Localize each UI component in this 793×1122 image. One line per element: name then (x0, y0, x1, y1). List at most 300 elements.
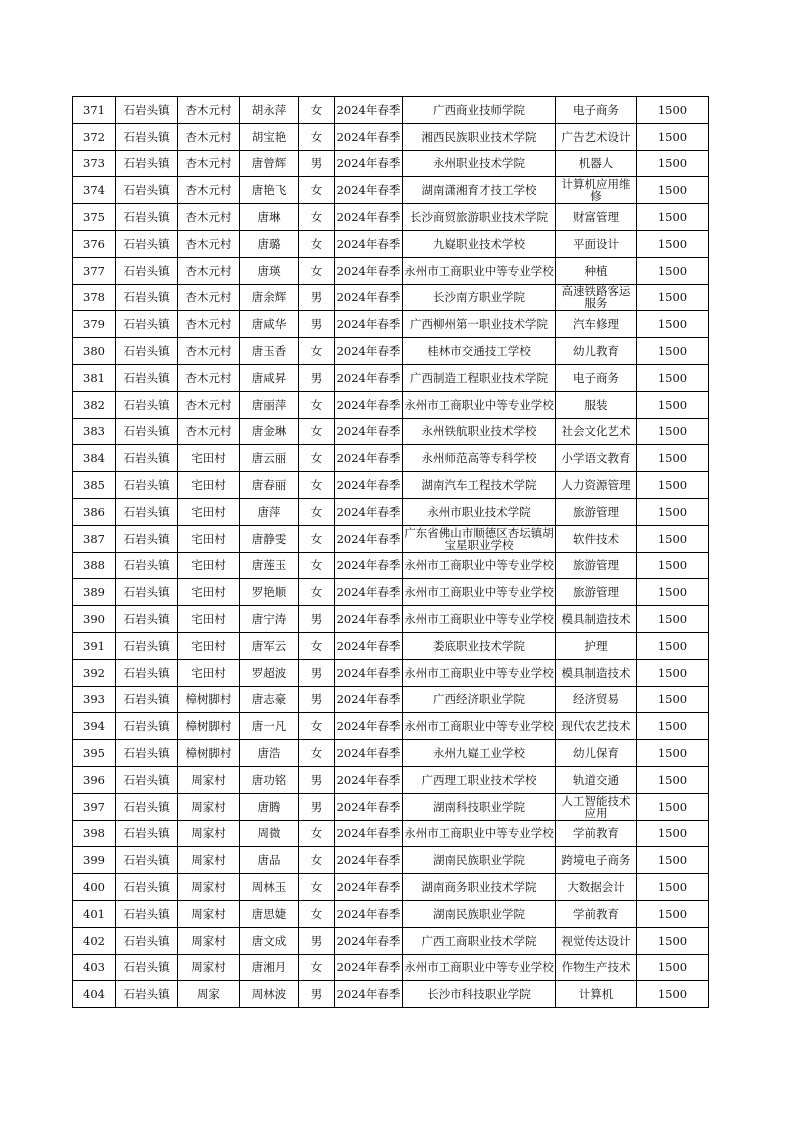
row-number-cell: 379 (73, 311, 116, 338)
gender-cell: 女 (299, 874, 335, 901)
major-cell (556, 954, 637, 981)
student-name-cell: 唐思婕 (240, 900, 299, 927)
table-row (73, 847, 709, 874)
gender-cell: 女 (299, 498, 335, 525)
student-name-cell: 唐宁涛 (240, 606, 299, 633)
major-cell (556, 927, 637, 954)
major-text: 幼儿教育 (573, 345, 619, 358)
student-name-cell: 唐咸华 (240, 311, 299, 338)
amount-cell: 1500 (637, 257, 709, 284)
village-cell: 宅田村 (178, 632, 240, 659)
school-cell (403, 927, 556, 954)
major-cell (556, 525, 637, 552)
table-row (73, 579, 709, 606)
gender-cell: 女 (299, 713, 335, 740)
gender-cell: 女 (299, 257, 335, 284)
school-text: 湖南科技职业学院 (433, 800, 525, 813)
school-cell (403, 659, 556, 686)
row-number-cell: 381 (73, 364, 116, 391)
amount-cell: 1500 (637, 900, 709, 927)
school-cell (403, 686, 556, 713)
student-name-cell: 周林波 (240, 981, 299, 1008)
town-cell: 石岩头镇 (116, 686, 178, 713)
table-row (73, 659, 709, 686)
school-cell (403, 606, 556, 633)
student-name-cell: 周微 (240, 820, 299, 847)
table-row (73, 606, 709, 633)
row-number-cell: 384 (73, 445, 116, 472)
village-cell: 周家村 (178, 766, 240, 793)
student-name-cell: 唐品 (240, 847, 299, 874)
school-cell (403, 177, 556, 204)
table-row (73, 230, 709, 257)
school-cell (403, 579, 556, 606)
gender-cell: 女 (299, 847, 335, 874)
major-cell (556, 472, 637, 499)
semester-cell: 2024年春季 (335, 391, 403, 418)
semester-cell: 2024年春季 (335, 552, 403, 579)
table-row (73, 123, 709, 150)
school-text: 永州市工商职业中等专业学校 (404, 613, 554, 626)
school-text: 永州职业技术学院 (433, 157, 525, 170)
major-text: 经济贸易 (573, 693, 619, 706)
amount-cell: 1500 (637, 606, 709, 633)
village-cell: 杏木元村 (178, 204, 240, 231)
village-cell: 杏木元村 (178, 257, 240, 284)
school-text: 长沙南方职业学院 (433, 291, 525, 304)
school-text: 广西商业技师学院 (433, 103, 525, 116)
school-cell (403, 204, 556, 231)
semester-cell: 2024年春季 (335, 713, 403, 740)
major-text: 模具制造技术 (561, 666, 631, 679)
major-text: 电子商务 (573, 371, 619, 384)
town-cell: 石岩头镇 (116, 445, 178, 472)
semester-cell: 2024年春季 (335, 579, 403, 606)
semester-cell: 2024年春季 (335, 927, 403, 954)
major-cell (556, 445, 637, 472)
village-cell: 杏木元村 (178, 177, 240, 204)
amount-cell: 1500 (637, 177, 709, 204)
town-cell: 石岩头镇 (116, 954, 178, 981)
student-name-cell: 唐莲玉 (240, 552, 299, 579)
village-cell: 周家村 (178, 793, 240, 820)
row-number-cell: 378 (73, 284, 116, 311)
school-text: 广西经济职业学院 (433, 693, 525, 706)
major-cell (556, 847, 637, 874)
town-cell: 石岩头镇 (116, 230, 178, 257)
amount-cell: 1500 (637, 391, 709, 418)
gender-cell: 女 (299, 177, 335, 204)
table-row (73, 204, 709, 231)
major-cell (556, 391, 637, 418)
school-text: 永州市工商职业中等专业学校 (404, 398, 554, 411)
student-name-cell: 唐一凡 (240, 713, 299, 740)
gender-cell: 女 (299, 391, 335, 418)
amount-cell: 1500 (637, 338, 709, 365)
major-cell (556, 123, 637, 150)
major-text: 轨道交通 (573, 773, 619, 786)
major-text: 计算机 (578, 988, 614, 1001)
school-text: 湖南汽车工程技术学院 (421, 479, 537, 492)
semester-cell: 2024年春季 (335, 632, 403, 659)
village-cell: 宅田村 (178, 498, 240, 525)
semester-cell: 2024年春季 (335, 954, 403, 981)
table-row (73, 364, 709, 391)
town-cell: 石岩头镇 (116, 150, 178, 177)
town-cell: 石岩头镇 (116, 766, 178, 793)
school-cell (403, 230, 556, 257)
major-text: 学前教育 (573, 827, 619, 840)
gender-cell: 女 (299, 820, 335, 847)
town-cell: 石岩头镇 (116, 847, 178, 874)
school-cell (403, 284, 556, 311)
major-cell (556, 257, 637, 284)
gender-cell: 男 (299, 686, 335, 713)
major-cell (556, 659, 637, 686)
semester-cell: 2024年春季 (335, 525, 403, 552)
table-row (73, 150, 709, 177)
school-cell (403, 954, 556, 981)
gender-cell: 男 (299, 284, 335, 311)
school-text: 永州市工商职业中等专业学校 (404, 559, 554, 572)
student-name-cell: 唐萍 (240, 498, 299, 525)
amount-cell: 1500 (637, 713, 709, 740)
row-number-cell: 389 (73, 579, 116, 606)
school-cell (403, 820, 556, 847)
town-cell: 石岩头镇 (116, 525, 178, 552)
student-name-cell: 唐文成 (240, 927, 299, 954)
gender-cell: 女 (299, 230, 335, 257)
row-number-cell: 376 (73, 230, 116, 257)
school-text: 永州市职业技术学院 (427, 505, 531, 518)
table-row (73, 954, 709, 981)
table-row (73, 338, 709, 365)
amount-cell: 1500 (637, 820, 709, 847)
row-number-cell: 382 (73, 391, 116, 418)
student-name-cell: 唐静雯 (240, 525, 299, 552)
major-text: 汽车修理 (573, 318, 619, 331)
row-number-cell: 390 (73, 606, 116, 633)
village-cell: 宅田村 (178, 606, 240, 633)
student-name-cell: 唐军云 (240, 632, 299, 659)
gender-cell: 女 (299, 204, 335, 231)
gender-cell: 男 (299, 311, 335, 338)
town-cell: 石岩头镇 (116, 874, 178, 901)
row-number-cell: 402 (73, 927, 116, 954)
table-row (73, 981, 709, 1008)
semester-cell: 2024年春季 (335, 338, 403, 365)
town-cell: 石岩头镇 (116, 338, 178, 365)
major-text: 视觉传达设计 (561, 934, 631, 947)
student-name-cell: 胡宝艳 (240, 123, 299, 150)
major-cell (556, 579, 637, 606)
table-row (73, 927, 709, 954)
major-cell (556, 874, 637, 901)
table-row (73, 418, 709, 445)
amount-cell: 1500 (637, 472, 709, 499)
major-text: 人工智能技术应用 (561, 794, 631, 819)
town-cell: 石岩头镇 (116, 123, 178, 150)
school-cell (403, 364, 556, 391)
semester-cell: 2024年春季 (335, 686, 403, 713)
school-text: 娄底职业技术学院 (433, 639, 525, 652)
school-cell (403, 123, 556, 150)
major-cell (556, 284, 637, 311)
town-cell: 石岩头镇 (116, 632, 178, 659)
school-cell (403, 418, 556, 445)
major-text: 种植 (584, 264, 608, 277)
student-name-cell: 唐瑛 (240, 257, 299, 284)
major-cell (556, 364, 637, 391)
school-text: 桂林市交通技工学校 (427, 345, 531, 358)
village-cell: 宅田村 (178, 579, 240, 606)
amount-cell: 1500 (637, 418, 709, 445)
table-row (73, 472, 709, 499)
gender-cell: 女 (299, 445, 335, 472)
row-number-cell: 397 (73, 793, 116, 820)
town-cell: 石岩头镇 (116, 498, 178, 525)
gender-cell: 男 (299, 793, 335, 820)
gender-cell: 男 (299, 659, 335, 686)
semester-cell: 2024年春季 (335, 981, 403, 1008)
village-cell: 杏木元村 (178, 364, 240, 391)
school-cell (403, 257, 556, 284)
amount-cell: 1500 (637, 204, 709, 231)
student-subsidy-table (72, 96, 709, 1008)
village-cell: 周家村 (178, 954, 240, 981)
major-cell (556, 740, 637, 767)
student-name-cell: 唐功铭 (240, 766, 299, 793)
village-cell: 樟树脚村 (178, 740, 240, 767)
school-text: 长沙市科技职业学院 (427, 988, 531, 1001)
major-text: 计算机应用维修 (561, 178, 631, 203)
town-cell: 石岩头镇 (116, 204, 178, 231)
gender-cell: 女 (299, 97, 335, 124)
school-cell (403, 713, 556, 740)
major-text: 平面设计 (573, 237, 619, 250)
amount-cell: 1500 (637, 740, 709, 767)
town-cell: 石岩头镇 (116, 981, 178, 1008)
row-number-cell: 391 (73, 632, 116, 659)
semester-cell: 2024年春季 (335, 793, 403, 820)
student-name-cell: 唐浩 (240, 740, 299, 767)
village-cell: 樟树脚村 (178, 686, 240, 713)
table-row (73, 793, 709, 820)
town-cell: 石岩头镇 (116, 97, 178, 124)
major-cell (556, 713, 637, 740)
gender-cell: 女 (299, 472, 335, 499)
amount-cell: 1500 (637, 150, 709, 177)
student-name-cell: 唐琳 (240, 204, 299, 231)
amount-cell: 1500 (637, 632, 709, 659)
semester-cell: 2024年春季 (335, 150, 403, 177)
semester-cell: 2024年春季 (335, 472, 403, 499)
school-cell (403, 472, 556, 499)
school-cell (403, 900, 556, 927)
school-text: 永州市工商职业中等专业学校 (404, 720, 554, 733)
row-number-cell: 396 (73, 766, 116, 793)
amount-cell: 1500 (637, 552, 709, 579)
table-row (73, 740, 709, 767)
town-cell: 石岩头镇 (116, 713, 178, 740)
town-cell: 石岩头镇 (116, 177, 178, 204)
major-text: 作物生产技术 (561, 961, 631, 974)
school-cell (403, 793, 556, 820)
row-number-cell: 375 (73, 204, 116, 231)
school-text: 长沙商贸旅游职业技术学院 (410, 211, 548, 224)
village-cell: 宅田村 (178, 525, 240, 552)
major-cell (556, 552, 637, 579)
table-row (73, 552, 709, 579)
table-row (73, 632, 709, 659)
town-cell: 石岩头镇 (116, 820, 178, 847)
table-row (73, 391, 709, 418)
school-text: 永州师范高等专科学校 (421, 452, 537, 465)
amount-cell: 1500 (637, 230, 709, 257)
table-row (73, 177, 709, 204)
school-cell (403, 150, 556, 177)
major-cell (556, 177, 637, 204)
row-number-cell: 394 (73, 713, 116, 740)
village-cell: 杏木元村 (178, 123, 240, 150)
semester-cell: 2024年春季 (335, 311, 403, 338)
village-cell: 宅田村 (178, 659, 240, 686)
semester-cell: 2024年春季 (335, 284, 403, 311)
student-name-cell: 周林玉 (240, 874, 299, 901)
major-text: 人力资源管理 (561, 479, 631, 492)
row-number-cell: 372 (73, 123, 116, 150)
major-cell (556, 204, 637, 231)
semester-cell: 2024年春季 (335, 766, 403, 793)
table-body (73, 97, 709, 1008)
semester-cell: 2024年春季 (335, 418, 403, 445)
village-cell: 杏木元村 (178, 338, 240, 365)
student-name-cell: 罗超波 (240, 659, 299, 686)
major-cell (556, 686, 637, 713)
row-number-cell: 395 (73, 740, 116, 767)
major-cell (556, 606, 637, 633)
town-cell: 石岩头镇 (116, 284, 178, 311)
gender-cell: 女 (299, 525, 335, 552)
table-row (73, 686, 709, 713)
row-number-cell: 400 (73, 874, 116, 901)
table-row (73, 284, 709, 311)
student-name-cell: 唐咸昇 (240, 364, 299, 391)
school-cell (403, 766, 556, 793)
major-text: 小学语文教育 (561, 452, 631, 465)
student-name-cell: 唐璐 (240, 230, 299, 257)
student-name-cell: 唐曾辉 (240, 150, 299, 177)
town-cell: 石岩头镇 (116, 472, 178, 499)
row-number-cell: 404 (73, 981, 116, 1008)
student-name-cell: 唐湘月 (240, 954, 299, 981)
gender-cell: 女 (299, 900, 335, 927)
village-cell: 樟树脚村 (178, 713, 240, 740)
school-text: 永州铁航职业技术学校 (421, 425, 537, 438)
row-number-cell: 403 (73, 954, 116, 981)
student-name-cell: 唐腾 (240, 793, 299, 820)
major-text: 高速铁路客运服务 (561, 285, 631, 310)
row-number-cell: 373 (73, 150, 116, 177)
row-number-cell: 383 (73, 418, 116, 445)
semester-cell: 2024年春季 (335, 204, 403, 231)
semester-cell: 2024年春季 (335, 659, 403, 686)
gender-cell: 女 (299, 632, 335, 659)
gender-cell: 男 (299, 927, 335, 954)
major-text: 跨境电子商务 (561, 854, 631, 867)
gender-cell: 男 (299, 981, 335, 1008)
semester-cell: 2024年春季 (335, 740, 403, 767)
town-cell: 石岩头镇 (116, 579, 178, 606)
student-name-cell: 唐余辉 (240, 284, 299, 311)
major-text: 现代农艺技术 (561, 720, 631, 733)
school-text: 永州市工商职业中等专业学校 (404, 961, 554, 974)
major-text: 大数据会计 (567, 881, 625, 893)
major-text: 学前教育 (573, 907, 619, 920)
student-name-cell: 唐志豪 (240, 686, 299, 713)
school-text: 湘西民族职业技术学院 (421, 130, 537, 143)
school-text: 永州市工商职业中等专业学校 (404, 264, 554, 277)
amount-cell: 1500 (637, 686, 709, 713)
school-cell (403, 632, 556, 659)
table-row (73, 257, 709, 284)
semester-cell: 2024年春季 (335, 820, 403, 847)
table-row (73, 311, 709, 338)
semester-cell: 2024年春季 (335, 847, 403, 874)
row-number-cell: 371 (73, 97, 116, 124)
major-text: 护理 (584, 639, 608, 652)
major-text: 软件技术 (573, 532, 619, 545)
town-cell: 石岩头镇 (116, 900, 178, 927)
school-cell (403, 97, 556, 124)
amount-cell: 1500 (637, 97, 709, 124)
amount-cell: 1500 (637, 793, 709, 820)
row-number-cell: 380 (73, 338, 116, 365)
major-cell (556, 498, 637, 525)
gender-cell: 女 (299, 740, 335, 767)
village-cell: 宅田村 (178, 445, 240, 472)
semester-cell: 2024年春季 (335, 364, 403, 391)
gender-cell: 男 (299, 150, 335, 177)
school-cell (403, 740, 556, 767)
school-text: 永州市工商职业中等专业学校 (404, 586, 554, 599)
amount-cell: 1500 (637, 445, 709, 472)
village-cell: 宅田村 (178, 552, 240, 579)
gender-cell: 女 (299, 418, 335, 445)
school-cell (403, 981, 556, 1008)
amount-cell: 1500 (637, 498, 709, 525)
semester-cell: 2024年春季 (335, 123, 403, 150)
amount-cell: 1500 (637, 311, 709, 338)
amount-cell: 1500 (637, 364, 709, 391)
major-cell (556, 793, 637, 820)
school-text: 九嶷职业技术学校 (433, 237, 525, 250)
semester-cell: 2024年春季 (335, 445, 403, 472)
semester-cell: 2024年春季 (335, 230, 403, 257)
student-name-cell: 唐艳飞 (240, 177, 299, 204)
school-text: 永州市工商职业中等专业学校 (404, 827, 554, 840)
major-cell (556, 766, 637, 793)
major-cell (556, 338, 637, 365)
village-cell: 周家村 (178, 874, 240, 901)
town-cell: 石岩头镇 (116, 740, 178, 767)
table-row (73, 820, 709, 847)
school-cell (403, 311, 556, 338)
major-text: 社会文化艺术 (561, 425, 631, 438)
major-text: 旅游管理 (573, 559, 619, 572)
town-cell: 石岩头镇 (116, 364, 178, 391)
major-text: 模具制造技术 (561, 613, 631, 626)
